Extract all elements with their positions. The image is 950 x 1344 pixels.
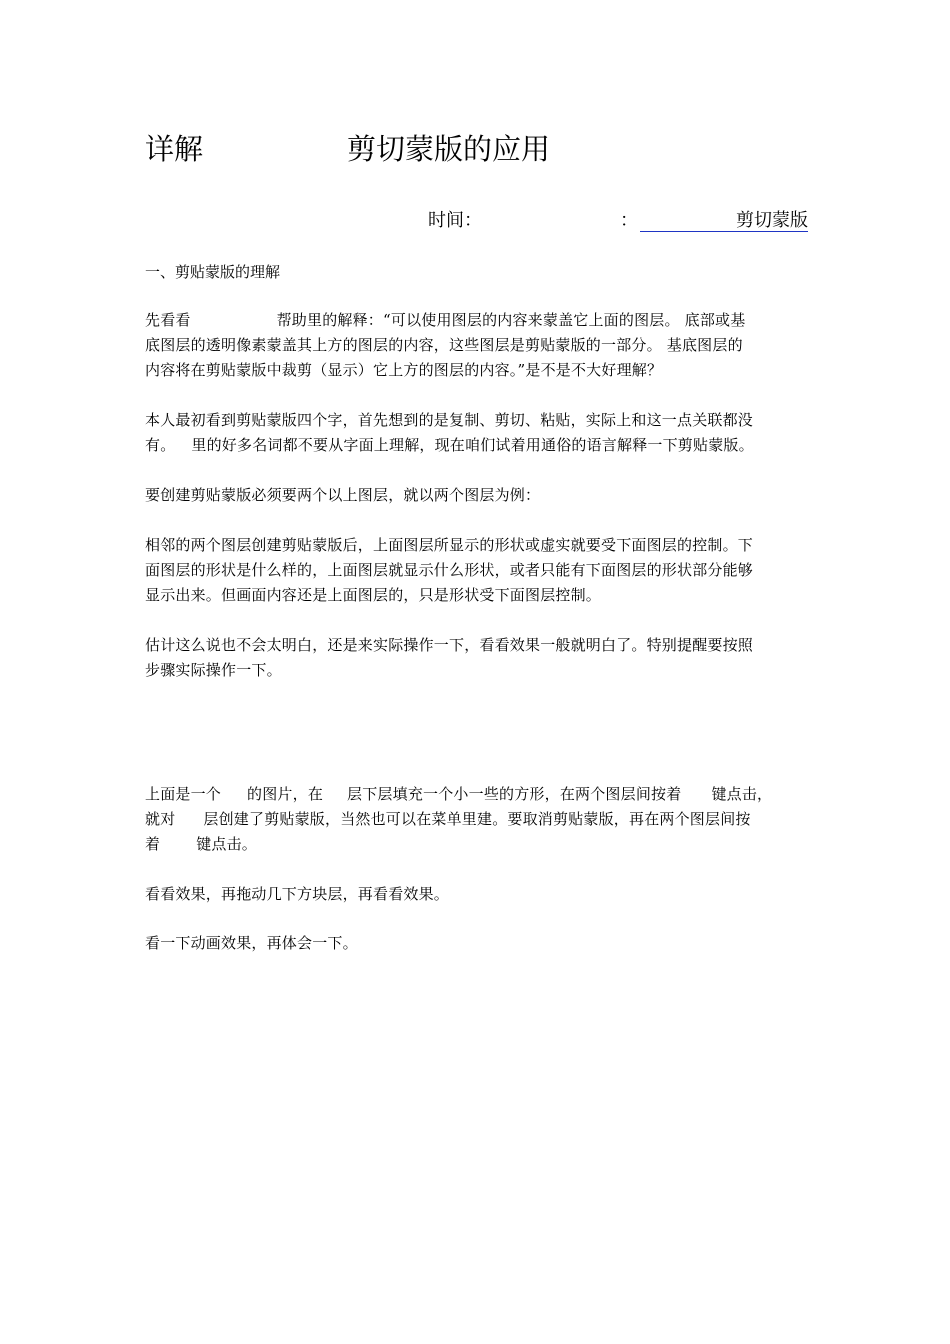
text-fragment: 上面是一个 — [145, 785, 222, 803]
paragraph-drag-effect: 看看效果，再拖动几下方块层，再看看效果。 — [145, 885, 450, 903]
paragraph-line — [145, 782, 809, 807]
paragraph-practice-hint — [145, 633, 809, 683]
text-fragment: 就对 — [145, 810, 176, 828]
paragraph-line: 本人最初看到剪贴蒙版四个字，首先想到的是复制、剪切、粘贴，实际上和这一点关联都没 — [145, 411, 754, 429]
page-title-right: 剪切蒙版的应用 — [347, 132, 551, 166]
paragraph-line — [145, 807, 809, 832]
paragraph-line: 底图层的透明像素蒙盖其上方的图层的内容，这些图层是剪贴蒙版的一部分。 基底图层的 — [145, 336, 743, 354]
paragraph-explanation — [145, 533, 809, 608]
meta-colon: ： — [620, 210, 638, 231]
paragraph-line: 内容将在剪贴蒙版中裁剪（显示）它上方的图层的内容。”是不是不大好理解？ — [145, 361, 663, 379]
text-fragment: 层下层填充一个小一些的方形，在两个图层间按着 — [347, 785, 682, 803]
paragraph-line — [145, 308, 809, 333]
paragraph-first-impression — [145, 408, 809, 458]
section-heading: 一、剪贴蒙版的理解 — [145, 263, 281, 281]
text-fragment: 先看看 — [145, 311, 191, 329]
paragraph-line — [145, 433, 809, 458]
text-fragment: 帮助里的解释：“可以使用图层的内容来蒙盖它上面的图层。 底部或基 — [276, 311, 746, 329]
text-fragment: 键点击， — [711, 785, 773, 803]
time-label: 时间： — [428, 210, 482, 231]
text-fragment: 有。 — [145, 436, 176, 454]
paragraph-animation: 看一下动画效果，再体会一下。 — [145, 934, 358, 952]
paragraph-line — [145, 832, 809, 857]
tag-link[interactable]: 剪切蒙版 — [640, 209, 808, 232]
page-title-left: 详解 — [145, 132, 204, 166]
text-fragment: 层创建了剪贴蒙版，当然也可以在菜单里建。要取消剪贴蒙版，再在两个图层间按 — [203, 810, 751, 828]
paragraph-line: 显示出来。但画面内容还是上面图层的，只是形状受下面图层控制。 — [145, 586, 602, 604]
paragraph-help-explanation — [145, 308, 809, 383]
text-fragment: 键点击。 — [196, 835, 258, 853]
paragraph-line: 步骤实际操作一下。 — [145, 661, 282, 679]
paragraph-requirement: 要创建剪贴蒙版必须要两个以上图层，就以两个图层为例： — [145, 486, 541, 504]
paragraph-line: 估计这么说也不会太明白，还是来实际操作一下，看看效果一般就明白了。特别提醒要按照 — [145, 636, 754, 654]
text-fragment: 里的好多名词都不要从字面上理解，现在咱们试着用通俗的语言解释一下剪贴蒙版。 — [191, 436, 754, 454]
text-fragment: 着 — [145, 835, 161, 853]
paragraph-line: 面图层的形状是什么样的，上面图层就显示什么形状，或者只能有下面图层的形状部分能够 — [145, 561, 754, 579]
paragraph-line: 相邻的两个图层创建剪贴蒙版后，上面图层所显示的形状或虚实就要受下面图层的控制。下 — [145, 536, 754, 554]
paragraph-steps — [145, 782, 809, 857]
text-fragment: 的图片，在 — [247, 785, 324, 803]
